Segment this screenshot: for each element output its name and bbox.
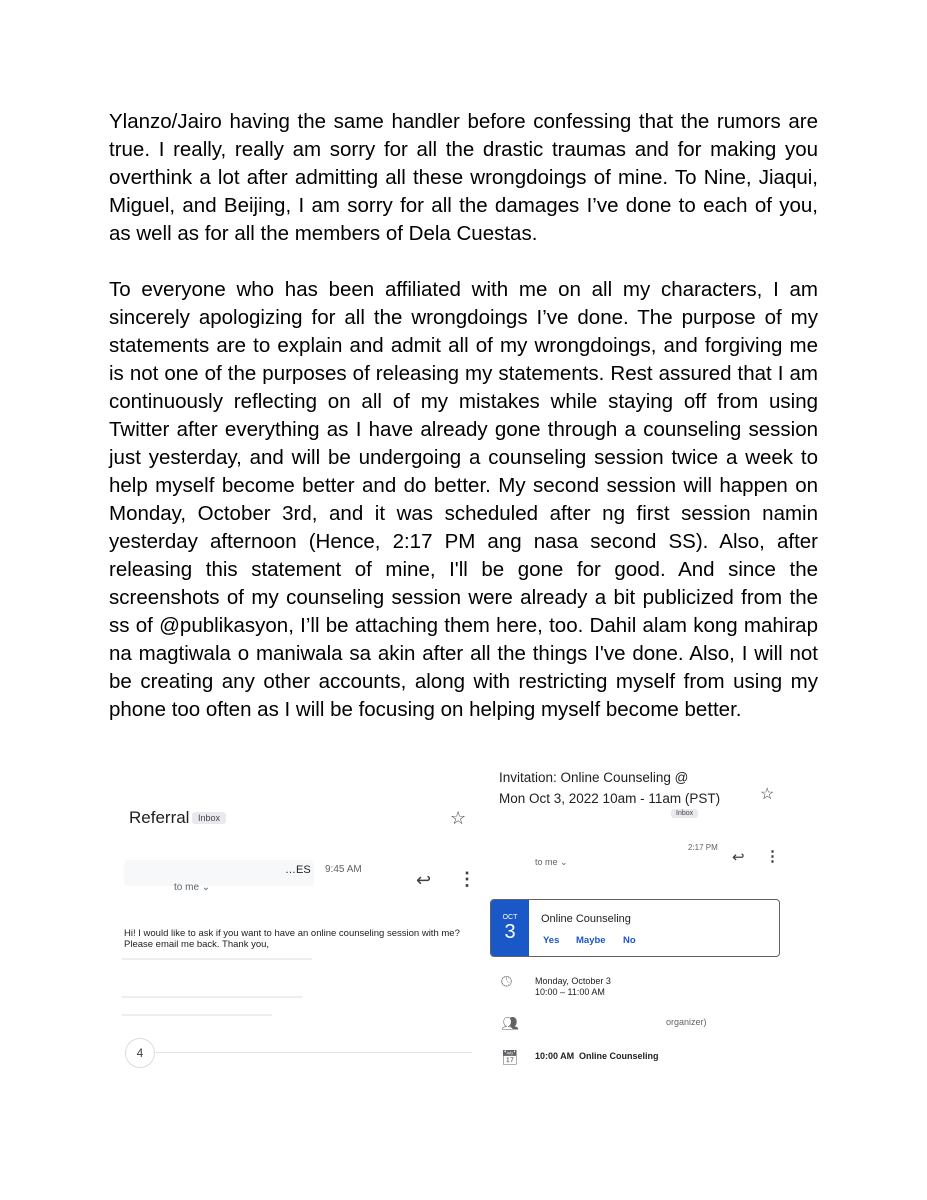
- redacted-signature: [122, 958, 312, 960]
- statement-paragraph-2: To everyone who has been affiliated with me on all my characters, I am sincerely apologizing for all the wrongdoings I’ve done. The purpose of my statements are to explain and admit all of my wrongdoings, and forgiving me is not one of the purposes of releasing my statements. Rest assured that I am continuously reflecting on all of my mistakes while staying off from using Twitter after everything as I have already gone through a counseling session just yesterday, and will be undergoing a counseling session twice a week to help myself become better and do better. My second session will happen on Monday, October 3rd, and it was scheduled after ng first session namin yesterday afternoon (Hence, 2:17 PM ang nasa second SS). Also, after releasing this statement of mine, I'll be gone for good. And since the screenshots of my counseling session were already a bit publicized from the ss of @publikasyon, I’ll be attaching them here, too. Dahil alam kong mahirap na magtiwala o maniwala sa akin after all the things I've done. Also, I will not be creating any other accounts, along with restricting myself from using my phone too often as I will be focusing on helping myself become better.: [109, 278, 818, 721]
- statement-paragraph-1: Ylanzo/Jairo having the same handler before confessing that the rumors are true. I really, really am sorry for all the drastic traumas and for making you overthink a lot after admitting all these wrongdoings of mine. To Nine, Jiaqui, Miguel, and Beijing, I am sorry for all the damages I’ve done to each of you, as well as for all the members of Dela Cuestas.: [109, 110, 818, 245]
- redacted-signature: [122, 996, 302, 998]
- event-month: OCT: [502, 914, 518, 921]
- recipient-dropdown[interactable]: to me ⌄: [174, 882, 211, 893]
- event-day: 3: [504, 921, 516, 943]
- event-title: Online Counseling: [541, 913, 631, 925]
- invitation-email-screenshot: [490, 762, 790, 1077]
- rsvp-maybe-button[interactable]: Maybe: [576, 935, 606, 946]
- invitation-title-line-2: Mon Oct 3, 2022 10am - 11am (PST): [499, 791, 721, 806]
- inbox-label[interactable]: Inbox: [671, 809, 698, 818]
- invitation-title: [499, 767, 720, 809]
- referral-email-screenshot: [112, 790, 474, 1075]
- email-time: 9:45 AM: [325, 864, 362, 875]
- star-icon[interactable]: ☆: [760, 786, 775, 803]
- event-date-badge: [491, 900, 529, 956]
- reply-icon[interactable]: ↩: [732, 849, 745, 866]
- divider: [156, 1052, 472, 1053]
- email-body-line-2: Please email me back. Thank you,: [124, 939, 270, 950]
- more-vert-icon[interactable]: ⋮: [458, 869, 476, 889]
- reply-icon[interactable]: ↩: [416, 870, 432, 890]
- email-body-line-1: Hi! I would like to ask if you want to have an online counseling session with me?: [124, 928, 460, 939]
- event-guests: organizer): [666, 1017, 707, 1027]
- thread-count-badge[interactable]: 4: [125, 1038, 155, 1068]
- clock-icon: 🕓︎: [501, 973, 513, 989]
- invitation-title-line-1: Invitation: Online Counseling @: [499, 770, 689, 785]
- event-time-range: 10:00 – 11:00 AM: [535, 987, 605, 997]
- email-time: 2:17 PM: [688, 843, 718, 852]
- more-vert-icon[interactable]: ⋮: [765, 848, 780, 865]
- recipient-dropdown[interactable]: to me ⌄: [535, 857, 568, 867]
- inbox-label[interactable]: Inbox: [192, 812, 226, 824]
- rsvp-yes-button[interactable]: Yes: [543, 935, 560, 946]
- calendar-icon: 📅︎: [501, 1049, 519, 1065]
- rsvp-no-button[interactable]: No: [623, 935, 636, 946]
- sender-name-fragment: …ES: [285, 864, 311, 876]
- redacted-signature: [122, 1014, 272, 1016]
- people-icon: 👥︎: [501, 1015, 519, 1031]
- email-body: [124, 928, 474, 950]
- event-date: Monday, October 3: [535, 976, 611, 986]
- email-subject: Referral: [129, 808, 190, 827]
- star-icon[interactable]: ☆: [450, 808, 467, 828]
- event-card[interactable]: [490, 899, 780, 957]
- agenda-title: Online Counseling: [579, 1051, 659, 1061]
- agenda-time: 10:00 AM: [535, 1051, 575, 1061]
- event-datetime: [535, 976, 611, 998]
